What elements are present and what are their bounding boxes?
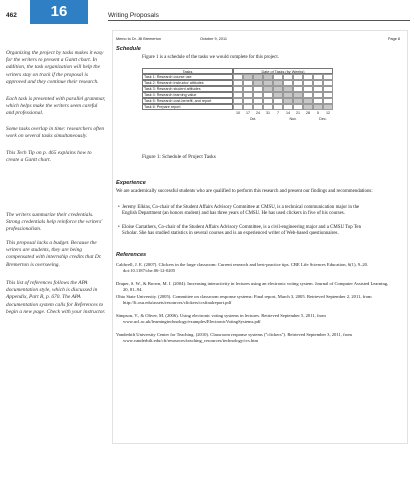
gantt-empty-cell xyxy=(263,104,273,110)
running-head-recipient: Memo to Dr. Jill Bremerton xyxy=(116,37,161,41)
margin-note-parallel-grammar: Each task is presented with parallel grammar, which helps make the writers seem careful and professional. xyxy=(6,96,106,117)
reference-entry: Ohio State University. (2005). Committee on classroom response systems: Final report, March 3, 2005. Retrieved September 2, 2011, from http://lt.osu.edu/assets/resources/clickers/crsfinalreport.pdf xyxy=(116,294,372,305)
reference-entry: Simpson, V., & Oliver, M. (2006). Using electronic voting systems in lectures. Retrieved September 5, 2011, from www.ucl.ac.uk/learningtechnology/examples/ElectronicVotingSystems.pdf xyxy=(116,313,326,324)
margin-note-references: This list of references follows the APA documentation style, which is discussed in Appendix, Part B, p. 670. The APA documentation system calls for References to begin a new page. Check with your instructor. xyxy=(6,280,106,315)
running-head-page: Page 8 xyxy=(387,37,400,41)
gantt-week-label: 14 xyxy=(286,111,290,115)
references-heading: References xyxy=(116,252,147,258)
gantt-empty-cell xyxy=(253,104,263,110)
credential-bullet xyxy=(118,225,362,237)
gantt-month-label: Oct. xyxy=(249,117,257,121)
gantt-task-label: Task 6: Prepare report xyxy=(142,104,233,110)
chapter-title: Writing Proposals xyxy=(108,12,159,19)
page-number: 462 xyxy=(6,12,17,19)
gantt-empty-cell xyxy=(283,104,293,110)
gantt-week-label: 21 xyxy=(296,111,300,115)
gantt-empty-cell xyxy=(233,104,243,110)
gantt-task-label: Task 4: Research learning value xyxy=(142,92,233,98)
gantt-empty-cell xyxy=(293,104,303,110)
schedule-intro: Figure 1 is a schedule of the tasks we would complete for this project. xyxy=(142,55,279,60)
reference-entry: Caldwell, J. E. (2007). Clickers in the large classroom: Current research and best-practice tips. CBE Life Sciences Education, 6(1), 9–20. doi:10.1187/cbe.06-12-0205 xyxy=(116,262,369,273)
gantt-week-label: 5 xyxy=(317,111,319,115)
margin-note-overlap: Some tasks overlap in time: researchers often work on several tasks simultaneously. xyxy=(6,126,105,140)
margin-note-budget: This proposal lacks a budget. Because the writers are students, they are being compensated with internship credits that Dr. Bremerton is overseeing. xyxy=(6,240,102,268)
experience-heading: Experience xyxy=(116,180,146,186)
margin-note-credentials: The writers summarize their credentials. Strong credentials help reinforce the writers' professionalism. xyxy=(6,212,103,233)
gantt-week-label: 31 xyxy=(266,111,270,115)
credential-text: Eloise Carrathers, Co-chair of the Student Affairs Advisory Committee, is a civil-engineering major and a CMSU Top Ten Scholar. She has studied statistics in several courses and is an experienced writer of Web-based questionnaires. xyxy=(122,225,362,236)
gantt-week-label: 28 xyxy=(306,111,310,115)
gantt-task-label: Task 1: Research course use xyxy=(142,74,233,80)
chapter-number-tab: 16 xyxy=(30,0,88,24)
gantt-bar-cell xyxy=(323,104,333,110)
gantt-week-label: 10 xyxy=(236,111,240,115)
credential-text: Jeremy Elkins, Co-chair of the Student Affairs Advisory Committee at CMSU, is a technical communication major in the English Department (an honors student) and has three years of CMSU. He has used clickers in five of his courses. xyxy=(122,205,360,216)
margin-note-tasks: Organizing the project by tasks makes it easy for the writers to present a Gantt chart. In addition, the task organization will help the writers stay on track if the proposal is approved and they continue their research. xyxy=(6,50,104,85)
reference-entry: Vanderbilt University Center for Teaching. (2010). Classroom response systems ("clickers"). Retrieved September 3, 2011, from www.vanderbilt.edu/cft/resources/teaching_resources/technology/crs.htm xyxy=(116,332,352,343)
gantt-empty-cell xyxy=(243,104,253,110)
reference-entry: Draper, S. W., & Brown, M. I. (2004). Increasing interactivity in lectures using an electronic voting system. Journal of Computer Assisted Learning, 20, 81–94. xyxy=(116,281,389,292)
bullet-icon: • xyxy=(118,225,120,230)
header-divider xyxy=(108,20,410,21)
gantt-dates-header: Date of Tasks (by Weeks) xyxy=(233,68,333,74)
margin-note-tech-tip: This Tech Tip on p. 465 explains how to create a Gantt chart. xyxy=(6,150,92,164)
gantt-week-label: 24 xyxy=(256,111,260,115)
gantt-tasks-header: Tasks xyxy=(142,68,233,74)
gantt-task-label: Task 3: Research student attitudes xyxy=(142,86,233,92)
gantt-month-label: Dec. xyxy=(319,117,327,121)
gantt-task-label: Task 2: Research instructor attitudes xyxy=(142,80,233,86)
gantt-week-label: 12 xyxy=(326,111,330,115)
schedule-heading: Schedule xyxy=(116,46,141,52)
gantt-week-label: 17 xyxy=(246,111,250,115)
running-head xyxy=(116,37,400,44)
gantt-month-label: Nov. xyxy=(289,117,297,121)
gantt-bar-cell xyxy=(313,104,323,110)
gantt-empty-cell xyxy=(273,104,283,110)
gantt-week-label: 7 xyxy=(277,111,279,115)
experience-intro: We are academically successful students who are qualified to perform this research and present our findings and recommendations: xyxy=(116,189,373,194)
figure-caption: Figure 1: Schedule of Project Tasks xyxy=(142,154,216,160)
running-head-date: October 9, 2011 xyxy=(200,37,227,41)
bullet-icon: • xyxy=(118,205,120,210)
gantt-task-label: Task 5: Research cost-benefit, and report xyxy=(142,98,233,104)
gantt-bar-cell xyxy=(303,104,313,110)
credential-bullet xyxy=(118,205,362,217)
